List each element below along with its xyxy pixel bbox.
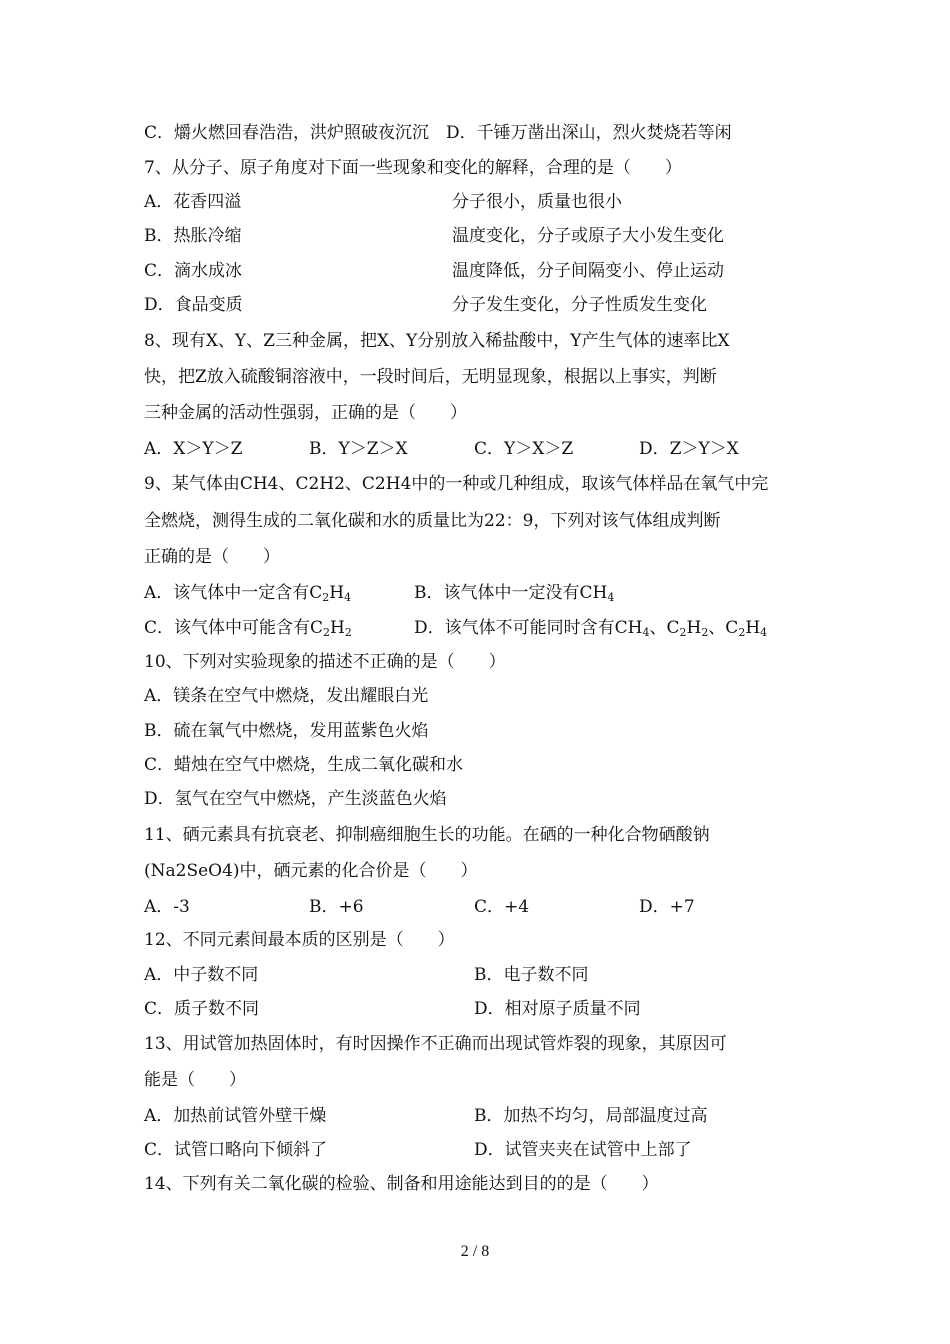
q11-option-d: D．+7 xyxy=(639,897,695,917)
q7-stem: 7、从分子、原子角度对下面一些现象和变化的解释，合理的是（ ） xyxy=(144,158,682,178)
q11-stem-line1: 11、硒元素具有抗衰老、抑制癌细胞生长的功能。在硒的一种化合物硒酸钠 xyxy=(144,825,710,845)
q12-option-a: A．中子数不同 xyxy=(144,965,259,985)
q9-stem-line1: 9、某气体由CH4、C2H2、C2H4中的一种或几种组成，取该气体样品在氧气中完 xyxy=(144,474,769,494)
q13-option-b: B．加热不均匀，局部温度过高 xyxy=(474,1106,708,1126)
q13-stem-line1: 13、用试管加热固体时，有时因操作不正确而出现试管炸裂的现象，其原因可 xyxy=(144,1034,727,1054)
q10-option-d: D．氢气在空气中燃烧，产生淡蓝色火焰 xyxy=(144,789,447,809)
q7-option-b: B．热胀冷缩 温度变化，分子或原子大小发生变化 xyxy=(144,226,724,246)
q11-option-a: A．-3 xyxy=(144,897,190,917)
page-number: 2 / 8 xyxy=(460,1243,490,1260)
q10-stem: 10、下列对实验现象的描述不正确的是（ ） xyxy=(144,652,506,672)
q12-options-cd xyxy=(144,998,641,1020)
q11-option-c: C．+4 xyxy=(474,897,530,917)
q9-option-d: D．该气体不可能同时含有$CH_4$、$C_2H_2$、$C_2H_4$ xyxy=(414,618,768,639)
q7-option-d: D．食品变质 分子发生变化，分子性质发生变化 xyxy=(144,295,707,315)
q13-options-ab xyxy=(144,1105,708,1127)
q9-option-c: C．该气体中可能含有$C_2H_2$ xyxy=(144,618,352,639)
q10-option-a: A．镁条在空气中燃烧，发出耀眼白光 xyxy=(144,686,429,706)
q8-stem-line3: 三种金属的活动性强弱，正确的是（ ） xyxy=(144,403,467,423)
q10-option-c: C．蜡烛在空气中燃烧，生成二氧化碳和水 xyxy=(144,755,464,775)
q9-stem-line3: 正确的是（ ） xyxy=(144,547,280,567)
q11-stem-line2: (Na2SeO4)中，硒元素的化合价是（ ） xyxy=(144,861,478,881)
q8-stem-line1: 8、现有X、Y、Z三种金属，把X、Y分别放入稀盐酸中，Y产生气体的速率比X xyxy=(144,331,730,351)
q9-option-b: B．该气体中一定没有$CH_4$ xyxy=(414,583,615,604)
q12-option-b: B．电子数不同 xyxy=(474,965,589,985)
q7-option-c: C．滴水成冰 温度降低，分子间隔变小、停止运动 xyxy=(144,261,724,281)
q9-option-a: A．该气体中一定含有$C_2H_4$ xyxy=(144,583,352,604)
q11-option-b: B．+6 xyxy=(309,897,364,917)
q8-stem-line2: 快，把Z放入硫酸铜溶液中，一段时间后，无明显现象，根据以上事实，判断 xyxy=(144,367,717,387)
q13-option-d: D．试管夹夹在试管中上部了 xyxy=(474,1140,692,1160)
q12-option-d: D．相对原子质量不同 xyxy=(474,999,641,1019)
q8-option-b: B．Y＞Z＞X xyxy=(309,439,408,459)
q9-options-ab xyxy=(144,582,615,609)
q13-option-a: A．加热前试管外壁干燥 xyxy=(144,1106,327,1126)
q12-options-ab xyxy=(144,964,589,986)
q8-option-d: D．Z＞Y＞X xyxy=(639,439,739,459)
q9-stem-line2: 全燃烧，测得生成的二氧化碳和水的质量比为22：9，下列对该气体组成判断 xyxy=(144,511,721,531)
q13-stem-line2: 能是（ ） xyxy=(144,1070,246,1090)
q8-option-a: A．X＞Y＞Z xyxy=(144,439,243,459)
q13-options-cd xyxy=(144,1139,692,1161)
q12-option-c: C．质子数不同 xyxy=(144,999,260,1019)
q12-stem: 12、不同元素间最本质的区别是（ ） xyxy=(144,930,455,950)
q13-option-c: C．试管口略向下倾斜了 xyxy=(144,1140,328,1160)
q7-option-a: A．花香四溢 分子很小，质量也很小 xyxy=(144,192,622,212)
q14-stem: 14、下列有关二氧化碳的检验、制备和用途能达到目的的是（ ） xyxy=(144,1174,659,1194)
q8-option-c: C．Y＞X＞Z xyxy=(474,439,574,459)
q10-option-b: B．硫在氧气中燃烧，发用蓝紫色火焰 xyxy=(144,721,429,741)
q6-option-line: C．爝火燃回春浩浩，洪炉照破夜沉沉 D．千锤万凿出深山，烈火焚烧若等闲 xyxy=(144,123,732,143)
q9-options-cd xyxy=(144,617,768,644)
